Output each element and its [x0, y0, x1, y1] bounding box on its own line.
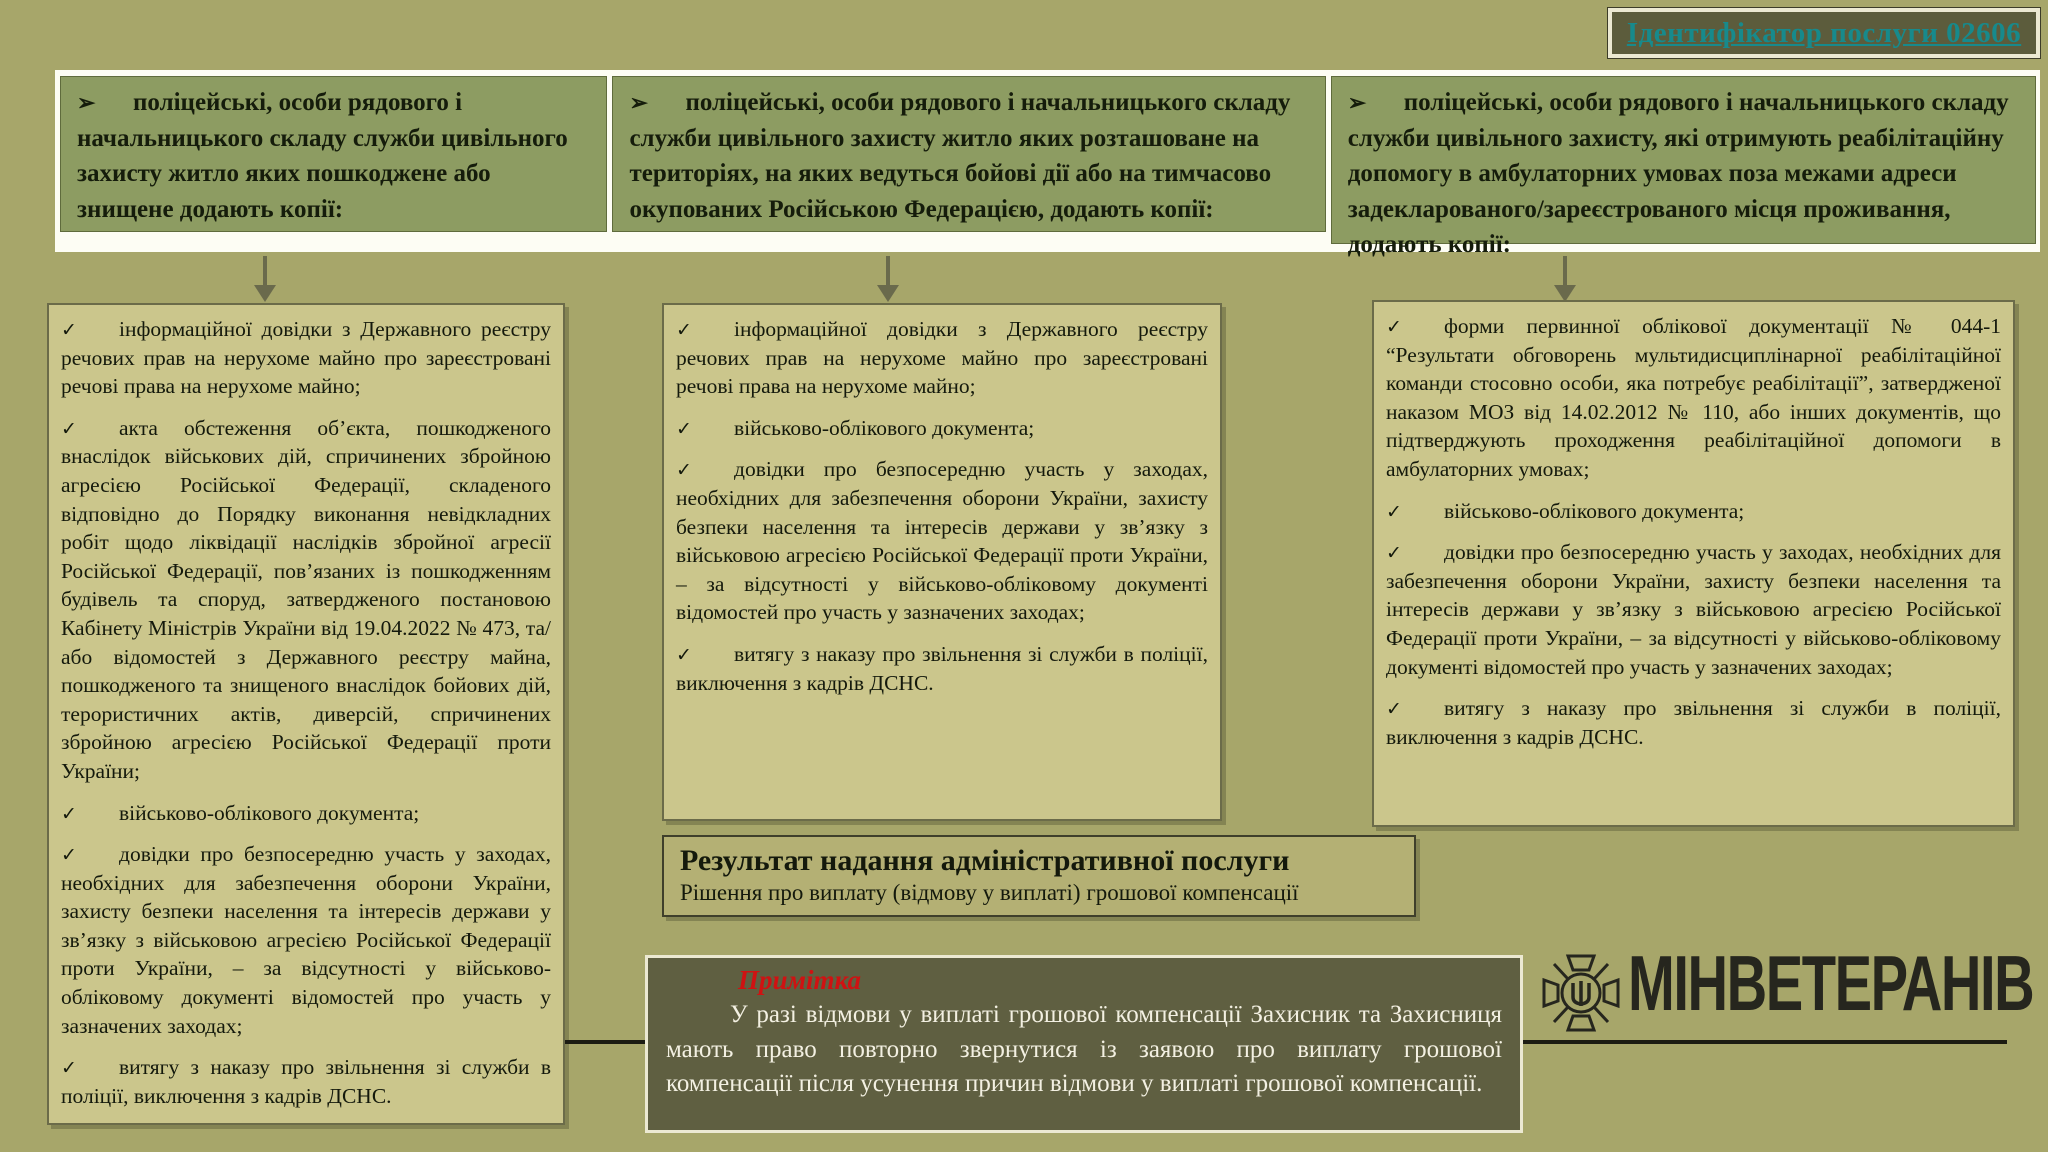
checklist-item-text: військово-облікового документа; — [734, 415, 1035, 440]
checklist-item-text: витягу з наказу про звільнення зі служби в поліції, виключення з кадрів ДСНС. — [676, 641, 1208, 695]
checklist-item — [1386, 312, 2001, 484]
header-text: поліцейські, особи рядового і начальницького складу служби цивільного захисту, які отримують реабілітаційну допомогу в амбулаторних умовах поза межами адреси задекларованого/зареєстрованого місця проживання, додають копії: — [1347, 89, 2009, 258]
checklist-item-text: інформаційної довідки з Державного реєстру речових прав на нерухоме майно про зареєстровані речові права на нерухоме майно; — [61, 317, 551, 399]
check-icon: ✓ — [1386, 542, 1402, 565]
checklist-damaged-housing — [47, 303, 565, 1125]
service-identifier-box — [1608, 8, 2040, 58]
checklist-item-text: військово-облікового документа; — [119, 800, 420, 825]
result-title: Результат надання адміністративної послуги — [680, 844, 1290, 877]
check-icon: ✓ — [61, 417, 77, 440]
checklist-item — [1386, 538, 2001, 681]
check-icon: ✓ — [1386, 500, 1402, 523]
minveterans-logo — [1540, 939, 2040, 1046]
checklist-item — [61, 799, 551, 828]
checklist-item-text: довідки про безпосередню участь у заходах, необхідних для забезпечення оборони України, захисту безпеки населення та інтересів держави у зв’язку з військовою агресією Російської Федерації проти України, – за відсутності у військово-обліковому документі відомостей про участь у зазначених заходах; — [1386, 540, 2001, 679]
checklist-item — [1386, 694, 2001, 751]
check-icon: ✓ — [1386, 316, 1402, 338]
checklist-item — [61, 840, 551, 1040]
checklist-combat-territory — [662, 303, 1222, 821]
checklist-item-text: акта обстеження об’єкта, пошкодженого внаслідок військових дій, спричинених збройною агресією Російської Федерації, складеного відповідно до Порядку виконання невідкладних робіт щодо ліквідації наслідків збройної агресії Російської Федерації, пов’язаних із пошкодженням будівель та споруд, затвердженого постановою Кабінету Міністрів України від 19.04.2022 № 473, та/або відомостей з Державного реєстру майна, пошкодженого та знищеного внаслідок бойових дій, терористичних актів, диверсій, спричинених збройною агресією Російської Федерації проти України; — [61, 415, 551, 783]
checklist-item — [676, 414, 1208, 443]
check-icon: ✓ — [61, 844, 77, 867]
check-icon: ✓ — [676, 643, 692, 666]
header-row — [60, 76, 2036, 258]
arrow-down-icon — [886, 256, 890, 286]
header-box-damaged-housing — [60, 76, 607, 232]
result-box — [662, 835, 1416, 917]
arrow-bullet-icon: ➢ — [77, 90, 96, 115]
checklist-item — [61, 414, 551, 786]
service-identifier-link[interactable]: Ідентифікатор послуги 02606 — [1626, 16, 2022, 49]
check-icon: ✓ — [676, 417, 692, 440]
check-icon: ✓ — [1386, 698, 1402, 721]
checklist-item-text: витягу з наказу про звільнення зі служби в поліції, виключення з кадрів ДСНС. — [1386, 696, 2001, 749]
arrow-down-icon — [263, 256, 267, 286]
arrow-down-icon — [1563, 256, 1567, 286]
note-title: Примітка — [738, 965, 862, 995]
connector-line — [565, 1040, 645, 1044]
minveterans-emblem-icon — [1540, 950, 1622, 1036]
header-text: поліцейські, особи рядового і начальницького складу служби цивільного захисту житло яких розташоване на територіях, на яких ведуться бойові дії або на тимчасово окупованих Російською Федерацією, додають копії: — [629, 89, 1291, 223]
checklist-item-text: інформаційної довідки з Державного реєстру речових прав на нерухоме майно про зареєстровані речові права на нерухоме майно; — [676, 317, 1208, 399]
note-box — [645, 955, 1523, 1133]
checklist-item — [676, 455, 1208, 627]
arrow-bullet-icon: ➢ — [1347, 90, 1367, 115]
check-icon: ✓ — [676, 459, 692, 482]
check-icon: ✓ — [61, 1057, 77, 1080]
checklist-item — [676, 315, 1208, 401]
minveterans-wordmark: МІНВЕТЕРАНІВ — [1628, 939, 2034, 1027]
header-box-combat-territory — [612, 76, 1325, 232]
checklist-item-text: довідки про безпосередню участь у заходах, необхідних для забезпечення оборони України, захисту безпеки населення та інтересів держави у зв’язку з військовою агресією Російської Федерації проти України, – за відсутності у військово-обліковому документі відомостей про участь у зазначених заходах; — [61, 842, 551, 1038]
note-body: У разі відмови у виплаті грошової компенсації Захисник та Захисниця мають право повторно звернутися із заявою про виплату грошової компенсації після усунення причин відмови у виплаті грошової компенсації. — [666, 1001, 1502, 1098]
checklist-item-text: форми первинної облікової документації № 044-1 “Результати обговорень мультидисциплінарної реабілітаційної команди стосовно особи, яка потребує реабілітації”, затвердженої наказом МОЗ від 14.02.2012 № 110, або інших документів, що підтверджують проходження реабілітаційної допомоги в амбулаторних умовах; — [1386, 314, 2001, 481]
checklist-item-text: військово-облікового документа; — [1444, 498, 1745, 523]
checklist-rehabilitation — [1372, 300, 2015, 827]
checklist-item — [676, 640, 1208, 697]
header-text: поліцейські, особи рядового і начальницького складу служби цивільного захисту житло яких пошкоджене або знищене додають копії: — [77, 89, 568, 223]
checklist-item-text: витягу з наказу про звільнення зі служби в поліції, виключення з кадрів ДСНС. — [61, 1055, 551, 1108]
checklist-item — [1386, 497, 2001, 526]
checklist-item — [61, 1053, 551, 1110]
checklist-item — [61, 315, 551, 401]
header-box-rehabilitation — [1331, 76, 2036, 258]
arrow-bullet-icon: ➢ — [629, 90, 648, 115]
check-icon: ✓ — [61, 319, 77, 341]
result-body: Рішення про виплату (відмову у виплаті) грошової компенсації — [680, 880, 1299, 905]
check-icon: ✓ — [61, 802, 77, 825]
checklist-item-text: довідки про безпосередню участь у заходах, необхідних для забезпечення оборони України, захисту безпеки населення та інтересів держави у зв’язку з військовою агресією Російської Федерації проти України, – за відсутності у військово-обліковому документі відомостей про участь у зазначених заходах; — [676, 457, 1208, 625]
check-icon: ✓ — [676, 319, 692, 341]
